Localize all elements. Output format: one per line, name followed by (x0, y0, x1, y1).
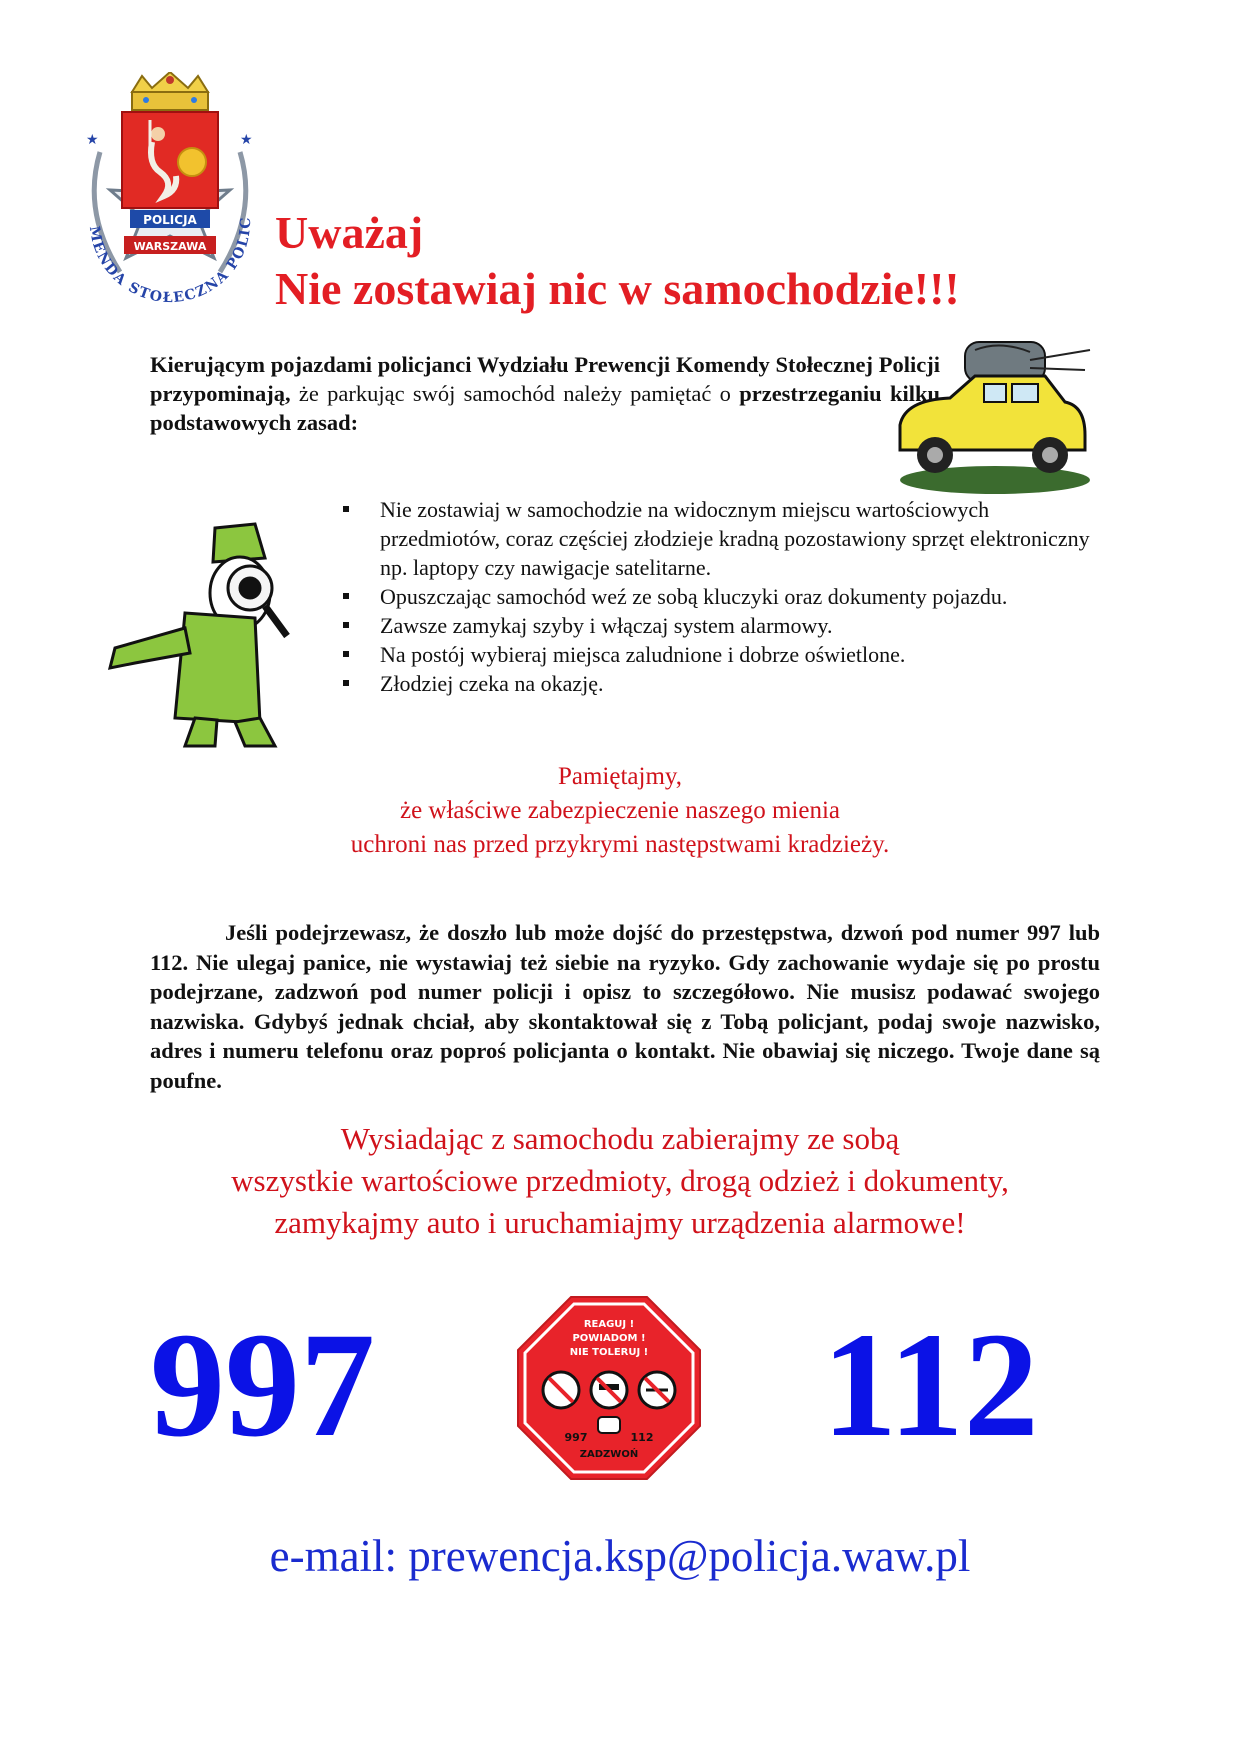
contact-email[interactable]: e-mail: prewencja.ksp@policja.waw.pl (269, 1531, 971, 1581)
title-line-1: Uważaj (275, 207, 424, 258)
list-item: Opuszczając samochód weź ze sobą kluczyki oraz dokumenty pojazdu. (340, 582, 1110, 611)
svg-text:★: ★ (240, 133, 253, 148)
svg-text:997: 997 (564, 1431, 588, 1444)
intro-normal: że parkując swój samochód należy pamiętać o (290, 381, 740, 406)
list-item: Złodziej czeka na okazję. (340, 669, 1110, 698)
svg-text:WARSZAWA: WARSZAWA (133, 240, 207, 253)
report-paragraph: Jeśli podejrzewasz, że doszło lub może dojść do przestępstwa, dzwoń pod numer 997 lub 112. Nie ulegaj panice, nie wystawiaj też siebie na ryzyko. Gdy zachowanie wydaje się po prostu podejrzane, zadzwoń pod numer policji i opisz to szczegółowo. Nie musisz podawać swojego nazwiska. Gdybyś jednak chciał, aby skontaktował się z Tobą policjant, podaj swoje nazwisko, adres i numeru telefonu oraz poproś policjanta o kontakt. Nie obawiaj się niczego. Twoje dane są poufne. (150, 920, 1100, 1093)
stop-sign-badge (516, 1295, 702, 1481)
crown-icon (132, 72, 208, 110)
remember-line-1: Pamiętajmy, (557, 763, 683, 790)
advice-note (0, 1118, 1240, 1244)
prohibited-gun-icon (591, 1372, 627, 1408)
advice-line-2: wszystkie wartościowe przedmioty, drogą odzież i dokumenty, (231, 1163, 1009, 1198)
svg-text:REAGUJ !: REAGUJ ! (583, 1319, 635, 1330)
svg-text:112: 112 (630, 1431, 654, 1444)
svg-text:ZADZWOŃ: ZADZWOŃ (579, 1449, 639, 1460)
svg-text:NIE TOLERUJ !: NIE TOLERUJ ! (569, 1347, 649, 1358)
rules-list (340, 495, 1110, 698)
police-logo (80, 72, 260, 322)
telephone-icon (598, 1417, 620, 1433)
thief-car-illustration (880, 340, 1095, 505)
remember-note (0, 760, 1240, 862)
title-line-2: Nie zostawiaj nic w samochodzie!!! (275, 263, 960, 314)
list-item: Nie zostawiaj w samochodzie na widocznym miejscu wartościowych przedmiotów, coraz częściej złodzieje kradną pozostawiony sprzęt elektroniczny np. laptopy czy nawigacje satelitarne. (340, 495, 1110, 582)
intro-paragraph (150, 350, 940, 437)
list-item: Zawsze zamykaj szyby i włączaj system alarmowy. (340, 611, 1110, 640)
advice-line-3: zamykajmy auto i uruchamiajmy urządzenia alarmowe! (274, 1205, 966, 1240)
svg-text:POLICJA: POLICJA (143, 213, 197, 227)
page-title (275, 205, 960, 317)
phone-number-112: 112 (822, 1302, 1039, 1468)
intro-bold: Kierującym pojazdami policjanci Wydziału Prewencji Komendy Stołecznej Policji przypominają, (150, 352, 940, 406)
svg-text:★: ★ (86, 133, 99, 148)
remember-line-3: uchroni nas przed przykrymi następstwami kradzieży. (350, 831, 890, 858)
prohibited-knife-icon (639, 1372, 675, 1408)
list-item: Na postój wybieraj miejsca zaludnione i dobrze oświetlone. (340, 640, 1110, 669)
svg-text:KOMENDA STOŁECZNA POLICJI: MENDA STOŁECZNA POLIC (85, 215, 255, 307)
svg-text:POWIADOM !: POWIADOM ! (572, 1333, 646, 1344)
prohibited-theft-icon (543, 1372, 579, 1408)
detective-illustration (105, 518, 315, 750)
advice-line-1: Wysiadając z samochodu zabierajmy ze sobą (340, 1121, 900, 1156)
remember-line-2: że właściwe zabezpieczenie naszego mienia (399, 797, 840, 824)
intro-bold-end: przestrzeganiu kilku podstawowych zasad: (150, 381, 940, 435)
phone-number-997: 997 (150, 1302, 375, 1468)
